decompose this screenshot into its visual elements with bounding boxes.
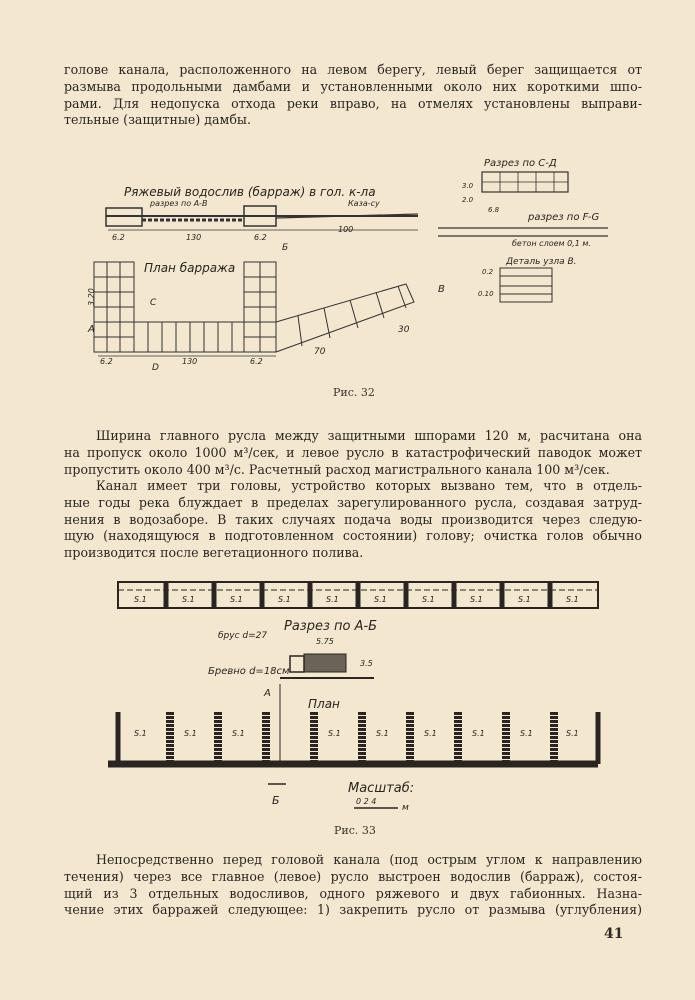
fig32-plan-grid-right — [244, 262, 276, 352]
text-line: ные годы река блуждает в пределах зарегулированного русла, создавая затруд- — [64, 494, 642, 510]
fig32-dim: 130 — [182, 357, 198, 366]
text-line: течения) через все главное (левое) русло выстроен водослив (барраж), состоя- — [64, 868, 642, 884]
fig32-title: Ряжевый водослив (барраж) в гол. к-ла — [124, 185, 376, 199]
text-line: нения в водозаборе. В таких случаях подача воды производится через следую- — [64, 511, 642, 527]
gabion-cell-label: S.1 — [566, 729, 579, 738]
fig32-section-ab: разрез по А-В — [150, 199, 208, 208]
weir-drawing — [88, 150, 628, 380]
fig32-letter-a: А — [88, 324, 95, 335]
fig33-plan-comb — [108, 712, 598, 764]
text-line: чение этих барражей следующее: 1) закрепить русло от размыва (углубления) — [64, 902, 642, 918]
gabion-cell-label: S.1 — [424, 729, 437, 738]
text-line: размыва продольными дамбами и установленными около них короткими шпо- — [64, 78, 642, 94]
fig32-dim: 70 — [314, 347, 326, 357]
gabion-cell-label: S.1 — [566, 595, 579, 604]
fig32-section-cd: Разрез по С-Д — [484, 158, 557, 169]
fig32-detail-drawing — [500, 268, 552, 302]
figure-33 — [104, 572, 604, 817]
fig32-cd-dim: 6.8 — [488, 206, 500, 214]
fig32-ef-lines — [438, 228, 608, 236]
text-line: Ширина главного русла между защитными шпорами 120 м, расчитана она — [96, 428, 642, 443]
paragraph-1 — [64, 62, 642, 129]
gabion-cell-label: S.1 — [134, 729, 147, 738]
fig33-dim-side: 3.5 — [360, 659, 373, 668]
figure-33-caption: Рис. 33 — [334, 824, 376, 837]
fig32-plan-title: План барража — [144, 261, 236, 275]
fig33-letter-b: Б — [272, 794, 280, 807]
fig32-concrete-note: бетон слоем 0,1 м. — [512, 239, 591, 248]
fig32-dim-side: 3.20 — [87, 288, 96, 306]
gabion-cell-label: S.1 — [518, 595, 531, 604]
fig33-plan: План — [308, 697, 340, 711]
fig33-log-label: Бревно d=18см — [208, 666, 290, 677]
fig33-bar-label: брус d=27 — [218, 631, 268, 641]
fig32-letter-b-top: Б — [282, 243, 289, 253]
gabion-cell-label: S.1 — [230, 595, 243, 604]
text-line: тельные (защитные) дамбы. — [64, 112, 251, 128]
fig32-plan-weir — [134, 322, 244, 352]
fig33-section: Разрез по А-Б — [284, 619, 378, 634]
fig32-letter-d: D — [152, 363, 159, 373]
fig32-dim: 6.2 — [100, 357, 113, 366]
gabion-cell-label: S.1 — [328, 729, 341, 738]
figure-32 — [88, 150, 628, 380]
page-number: 41 — [604, 926, 624, 942]
fig32-letter-c: С — [150, 298, 157, 308]
fig32-plan-dam — [276, 284, 414, 352]
gabion-cell-label: S.1 — [134, 595, 147, 604]
fig32-dim: 100 — [338, 225, 354, 234]
fig32-dim: 130 — [186, 233, 202, 242]
fig33-plan-labels — [134, 729, 579, 738]
gabion-cell-label: S.1 — [376, 729, 389, 738]
gabion-cell-label: S.1 — [184, 729, 197, 738]
fig32-cd-dim: 3.0 — [462, 182, 474, 190]
gabion-cell-label: S.1 — [326, 595, 339, 604]
gabion-cell-label: S.1 — [422, 595, 435, 604]
fig33-scale-ticks: 0 2 4 — [356, 797, 377, 806]
fig32-plan-grid-left — [94, 262, 134, 352]
text-line: щий из 3 отдельных водосливов, одного ряжевого и двух габионных. Назна- — [64, 885, 642, 901]
gabion-cell-label: S.1 — [182, 595, 195, 604]
fig32-section-ef: разрез по F-G — [528, 212, 600, 223]
gabion-cell-label: S.1 — [520, 729, 533, 738]
figure-32-caption: Рис. 32 — [333, 386, 375, 399]
fig32-cd-dim: 2.0 — [462, 196, 474, 204]
text-line: производится после вегетационного полива. — [64, 545, 364, 561]
fig33-scale-unit: м — [402, 803, 409, 813]
fig33-section-gabion — [304, 654, 346, 672]
paragraph-2 — [64, 428, 642, 478]
fig32-channel-label: Каза-су — [348, 199, 380, 208]
fig33-letter-a: А — [264, 688, 271, 699]
fig33-dim-top: 5.75 — [316, 637, 334, 646]
text-line: Непосредственно перед головой канала (под острым углом к направлению — [96, 852, 642, 867]
paragraph-4 — [64, 852, 642, 919]
fig32-detail: Деталь узла В. — [506, 257, 577, 267]
fig32-detail-dim: 0.10 — [478, 290, 494, 298]
fig32-dim: 6.2 — [112, 233, 125, 242]
fig32-cd-grid — [482, 172, 568, 192]
gabion-cell-label: S.1 — [278, 595, 291, 604]
paragraph-3 — [64, 478, 642, 562]
gabion-cell-label: S.1 — [472, 729, 485, 738]
fig33-section-bar — [290, 656, 304, 672]
fig32-dim: 6.2 — [250, 357, 263, 366]
fig32-letter-b: В — [438, 284, 445, 295]
gabion-drawing — [104, 572, 604, 817]
fig32-dim: 6.2 — [254, 233, 267, 242]
text-line: Канал имеет три головы, устройство которых вызвано тем, что в отдель- — [96, 478, 642, 493]
text-line: пропустить около 400 м³/с. Расчетный расход магистрального канала 100 м³/сек. — [64, 461, 610, 477]
gabion-cell-label: S.1 — [470, 595, 483, 604]
text-line: голове канала, расположенного на левом берегу, левый берег защищается от — [64, 62, 642, 77]
text-line: рами. Для недопуска отхода реки вправо, на отмелях установлены выправи- — [64, 95, 642, 111]
fig32-detail-dim: 0.2 — [482, 268, 494, 276]
gabion-cell-label: S.1 — [232, 729, 245, 738]
fig32-dim: 30 — [398, 325, 410, 335]
gabion-cell-label: S.1 — [374, 595, 387, 604]
fig33-scale: Масштаб: — [348, 781, 415, 796]
text-line: щую (находящуюся в подготовленном состоянии) голову; очистка голов обычно — [64, 528, 642, 544]
text-line: на пропуск около 1000 м³/сек, и левое русло в катастрофический паводок может — [64, 444, 642, 460]
